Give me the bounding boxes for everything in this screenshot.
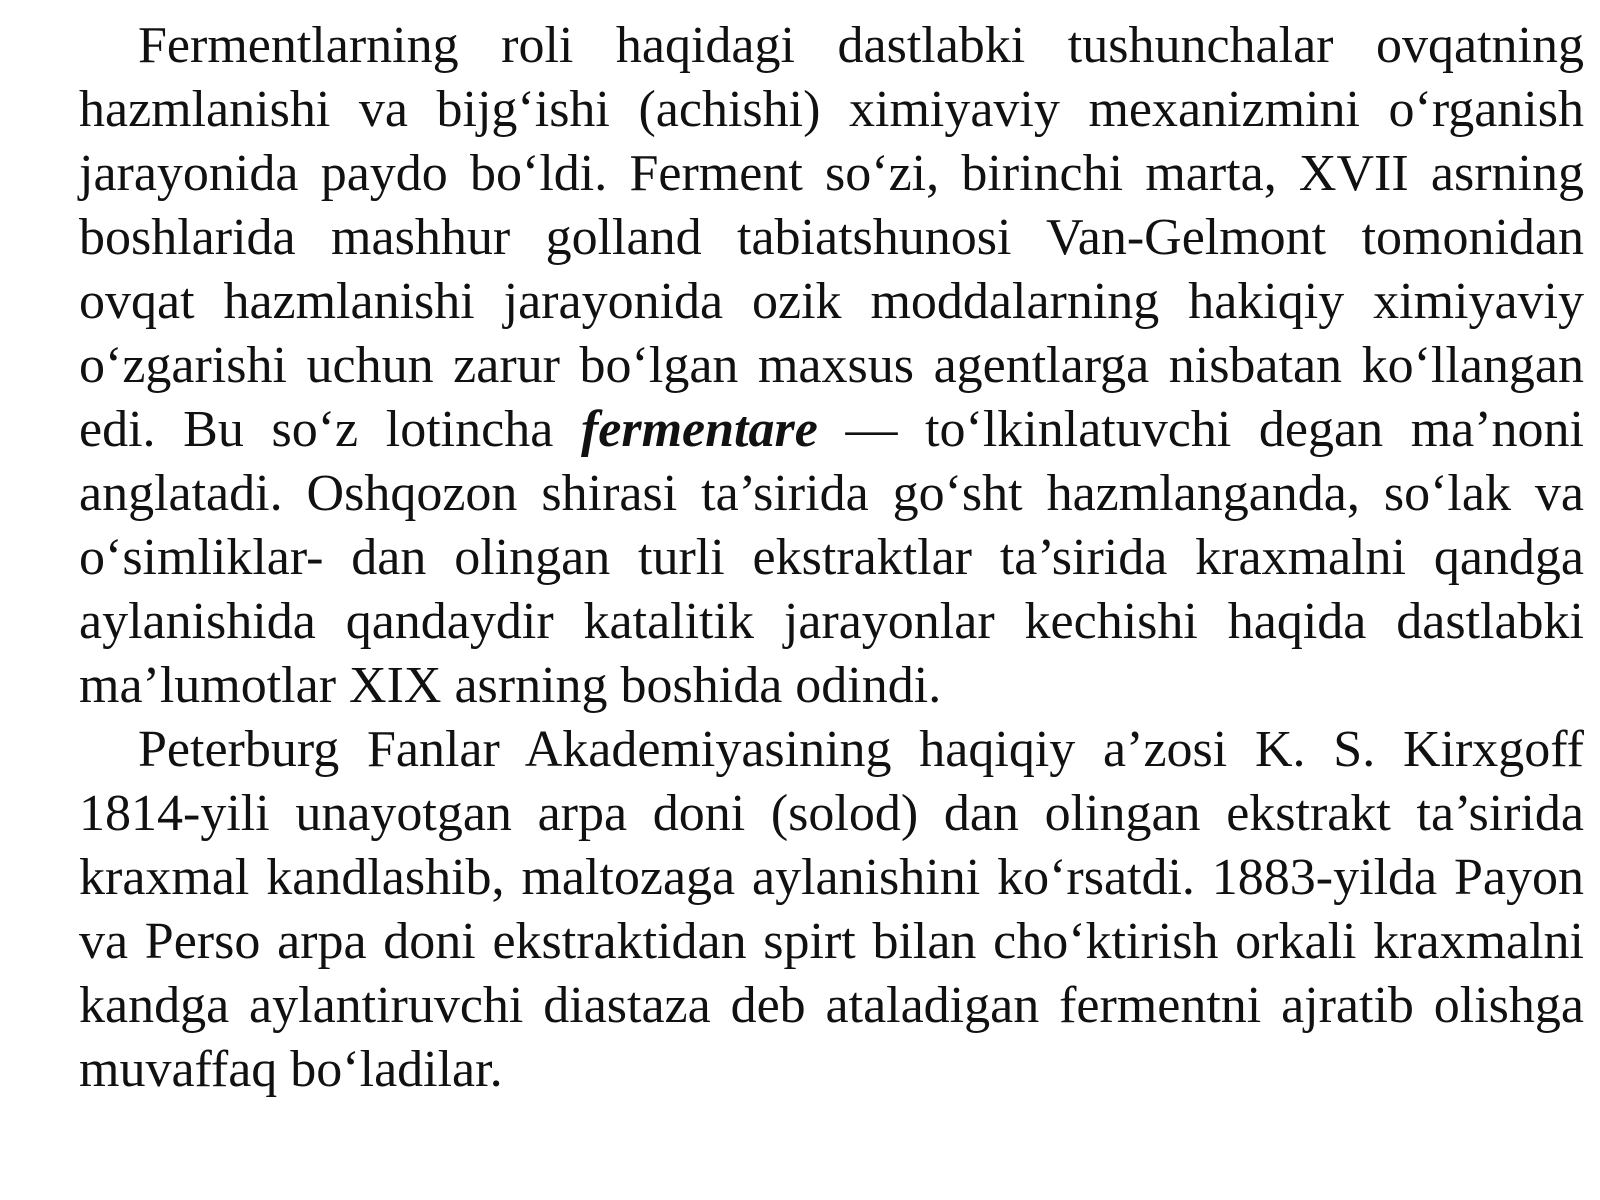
latin-term: fermentare (580, 401, 818, 458)
document-page (79, 14, 1584, 1102)
paragraph-1-text-start: Fermentlarning roli haqidagi dastlabki tushunchalar ovqatning hazmlanishi va bijg‘ishi (achishi) ximiyaviy mexanizmini o‘rganish jarayonida paydo bo‘ldi. Ferment so‘zi, birinchi marta, XVII asrning boshlarida mashhur golland tabiatshunosi Van-Gelmont tomonidan ovqat hazmlanishi jarayonida ozik moddalarning hakiqiy ximiyaviy o‘zgarishi uchun zarur bo‘lgan maxsus agentlarga nisbatan ko‘llangan edi. Bu so‘z lotincha (79, 17, 1584, 458)
paragraph-1-text-end: — to‘lkinlatuvchi degan ma’noni anglatadi. Oshqozon shirasi ta’sirida go‘sht hazmlanganda, so‘lak va o‘simliklar- dan olingan turli ekstraktlar ta’sirida kraxmalni qandga aylanishida qandaydir katalitik jarayonlar kechishi haqida dastlabki ma’lumotlar XIX asrning boshida odindi. (79, 401, 1585, 714)
paragraph-2: Peterburg Fanlar Akademiyasining haqiqiy a’zosi K. S. Kirxgoff 1814-yili unayotgan arpa doni (solod) dan olingan ekstrakt ta’sirida kraxmal kandlashib, maltozaga aylanishini ko‘rsatdi. 1883-yilda Payon va Perso arpa doni ekstraktidan spirt bilan cho‘ktirish orkali kraxmalni kandga aylantiruvchi diastaza deb ataladigan fermentni ajratib olishga muvaffaq bo‘ladilar. (79, 721, 1584, 1098)
paragraph-1 (79, 14, 1584, 718)
